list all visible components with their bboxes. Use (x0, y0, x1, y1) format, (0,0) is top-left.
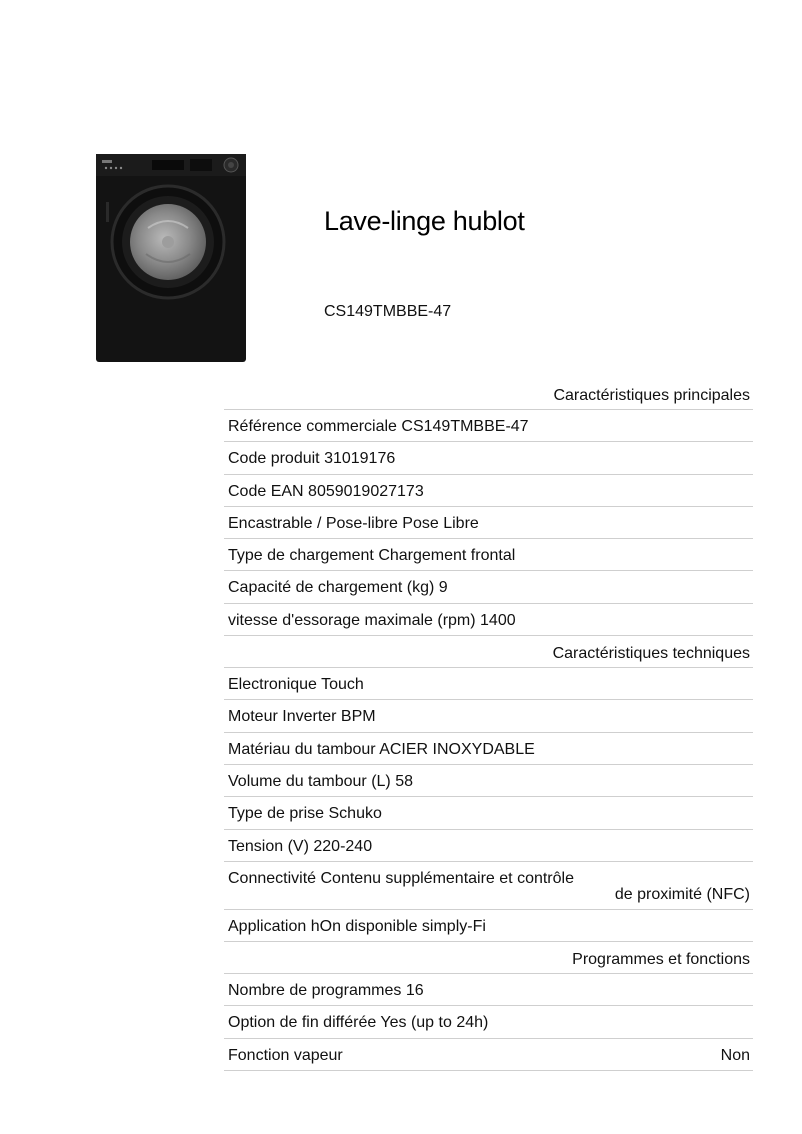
section-heading-main: Caractéristiques principales (224, 378, 753, 410)
connectivity-line2: de proximité (NFC) (614, 885, 750, 903)
spec-row: Application hOn disponible simply-Fi (224, 910, 753, 942)
spec-row: Moteur Inverter BPM (224, 700, 753, 732)
product-model: CS149TMBBE-47 (324, 303, 452, 320)
spec-row: Référence commerciale CS149TMBBE-47 (224, 410, 753, 442)
spec-row: Electronique Touch (224, 668, 753, 700)
spec-row: Type de chargement Chargement frontal (224, 539, 753, 571)
spec-row: Volume du tambour (L) 58 (224, 765, 753, 797)
spec-row: Code EAN 8059019027173 (224, 475, 753, 507)
spec-row: Code produit 31019176 (224, 442, 753, 474)
product-title: Lave-linge hublot (324, 206, 525, 236)
spec-row: Tension (V) 220-240 (224, 830, 753, 862)
steam-value: Non (720, 1046, 750, 1064)
spec-table (224, 378, 753, 1071)
spec-row: Encastrable / Pose-libre Pose Libre (224, 507, 753, 539)
spec-row-steam (224, 1039, 753, 1071)
steam-label: Fonction vapeur (228, 1046, 343, 1064)
washing-machine-image (96, 154, 246, 362)
section-heading-programs: Programmes et fonctions (224, 942, 753, 974)
washing-machine-icon (96, 154, 246, 362)
spec-row: Type de prise Schuko (224, 797, 753, 829)
section-heading-technical: Caractéristiques techniques (224, 636, 753, 668)
connectivity-line1: Connectivité Contenu supplémentaire et contrôle (228, 869, 574, 887)
spec-row: vitesse d'essorage maximale (rpm) 1400 (224, 604, 753, 636)
spec-row: Matériau du tambour ACIER INOXYDABLE (224, 733, 753, 765)
spec-row: Nombre de programmes 16 (224, 974, 753, 1006)
spec-row-connectivity (224, 862, 753, 910)
spec-row: Capacité de chargement (kg) 9 (224, 571, 753, 603)
spec-row: Option de fin différée Yes (up to 24h) (224, 1006, 753, 1038)
